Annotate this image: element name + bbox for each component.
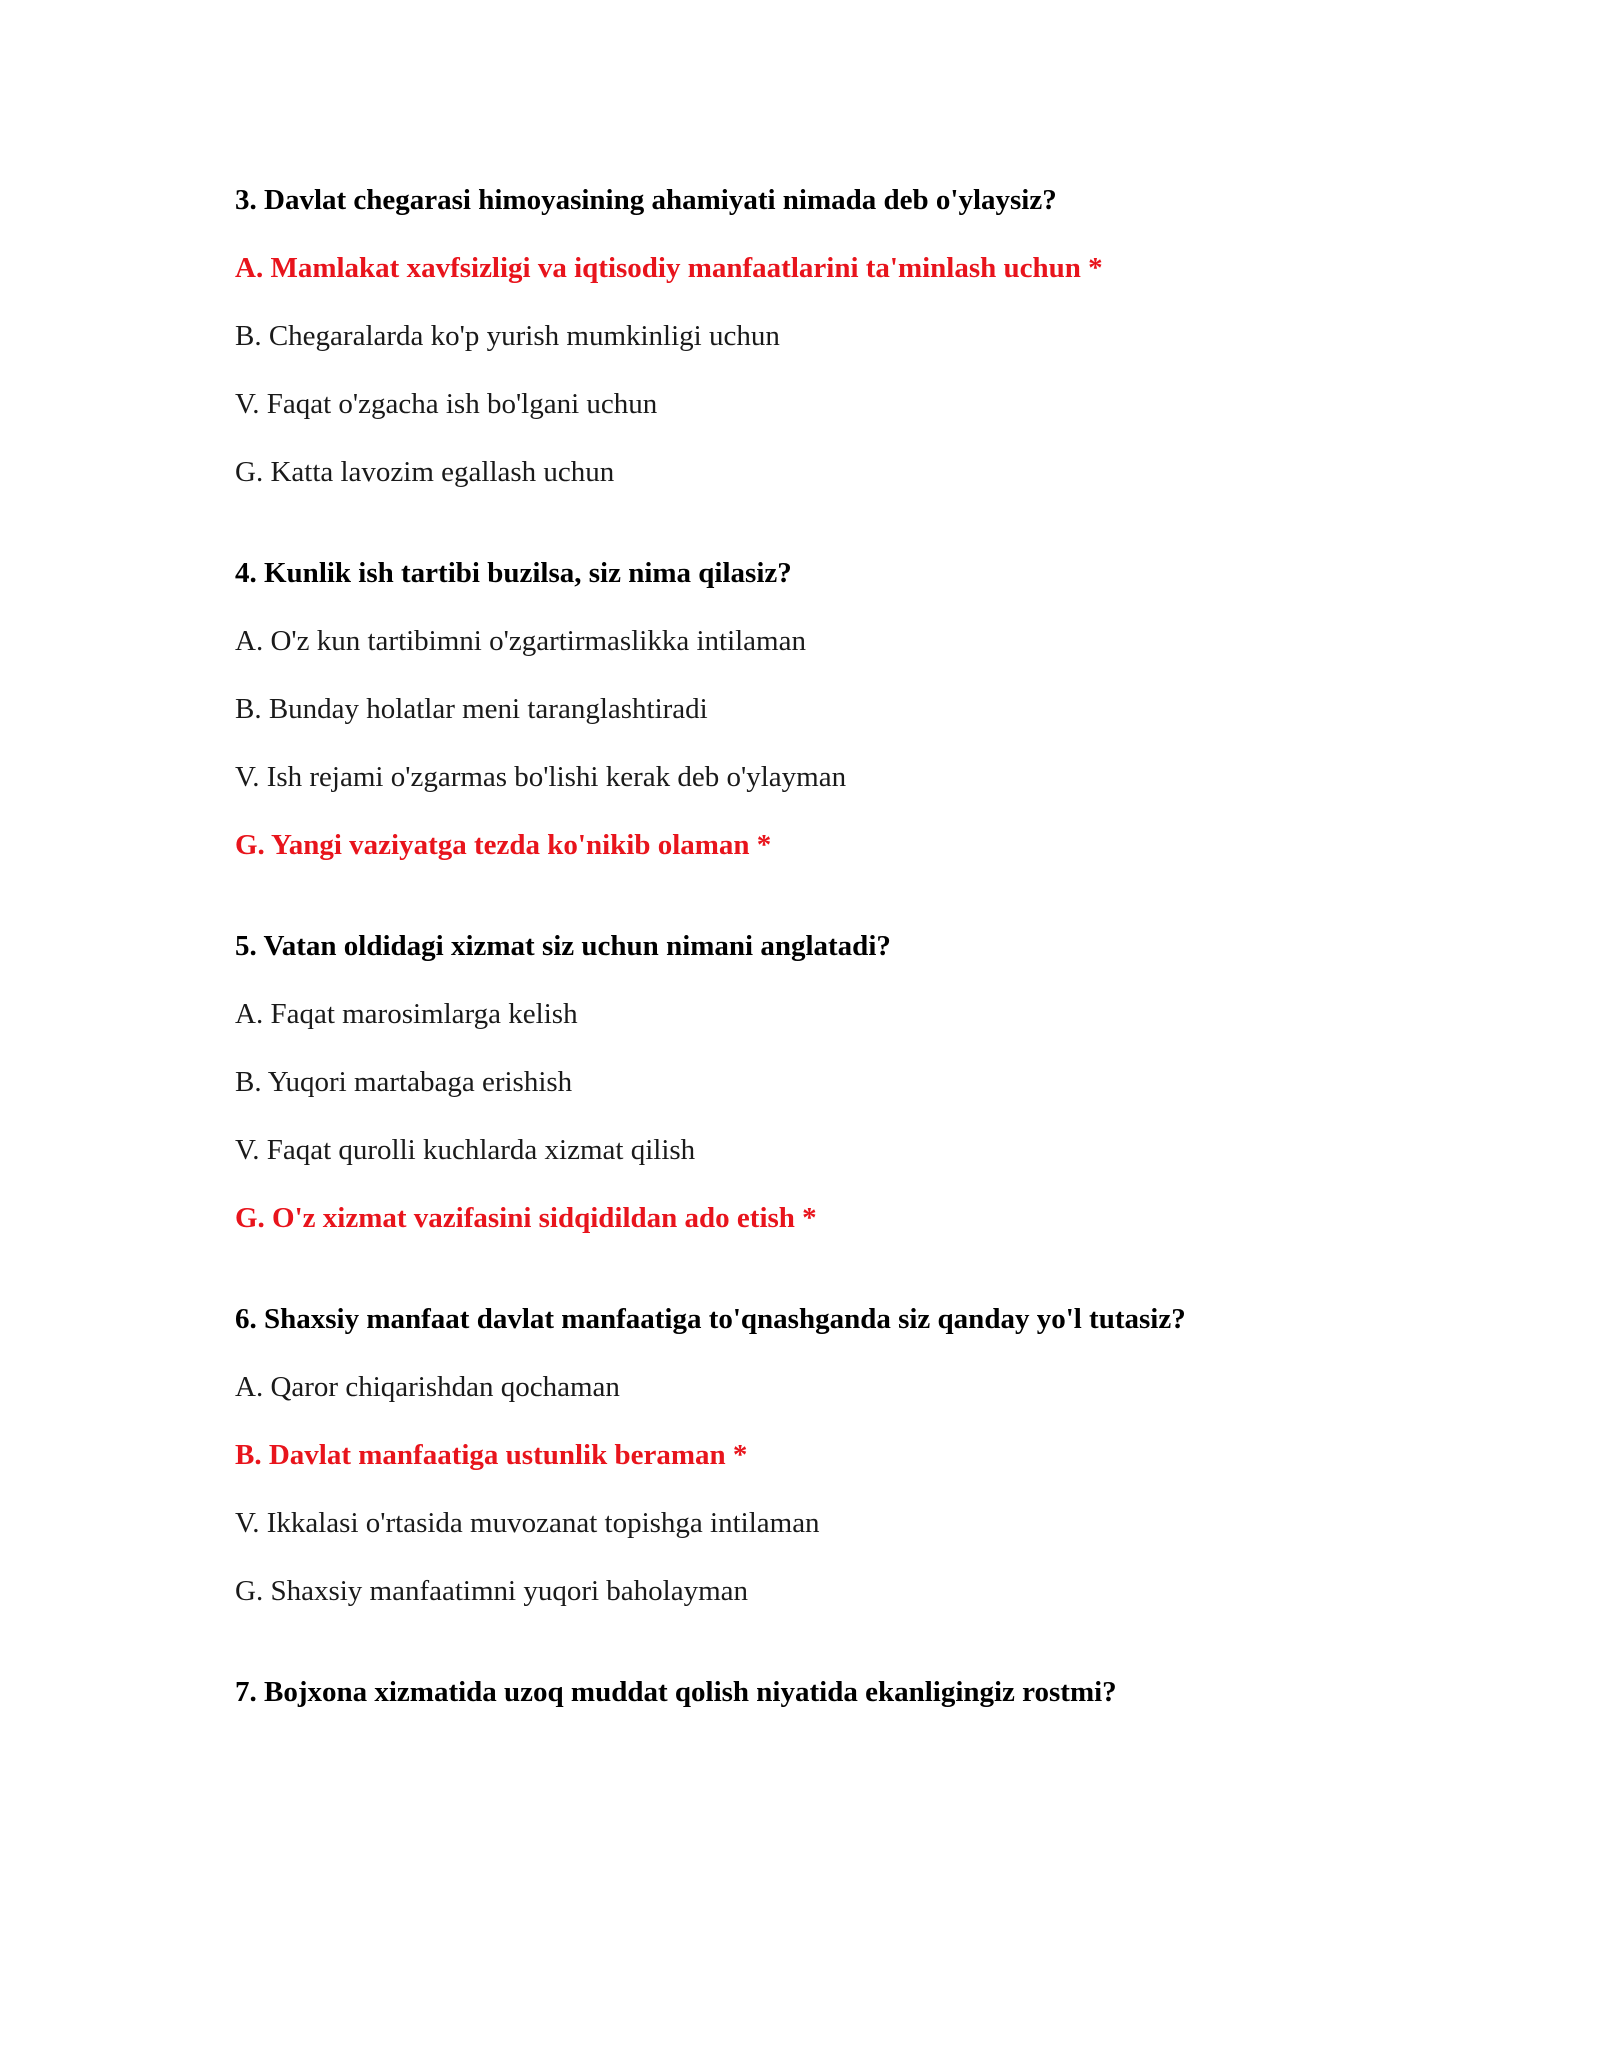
- option-b: B. Yuqori martabaga erishish: [235, 1066, 573, 1098]
- option-b: B. Chegaralarda ko'p yurish mumkinligi uchun: [235, 320, 780, 352]
- question-block-6: [235, 1302, 1535, 1608]
- question-text: 7. Bojxona xizmatida uzoq muddat qolish niyatida ekanligingiz rostmi?: [235, 1676, 1117, 1708]
- option-b: B. Bunday holatlar meni taranglashtiradi: [235, 693, 708, 725]
- test-page: [235, 183, 1535, 1743]
- option-v: V. Faqat qurolli kuchlarda xizmat qilish: [235, 1134, 696, 1166]
- question-block-5: [235, 929, 1535, 1235]
- option-a: A. Qaror chiqarishdan qochaman: [235, 1371, 620, 1403]
- option-g: G. Katta lavozim egallash uchun: [235, 456, 615, 488]
- question-text: 6. Shaxsiy manfaat davlat manfaatiga to'qnashganda siz qanday yo'l tutasiz?: [235, 1303, 1186, 1335]
- option-g: G. Shaxsiy manfaatimni yuqori baholayman: [235, 1575, 749, 1607]
- option-a: A. Mamlakat xavfsizligi va iqtisodiy manfaatlarini ta'minlash uchun *: [235, 252, 1103, 284]
- option-a: A. O'z kun tartibimni o'zgartirmaslikka intilaman: [235, 625, 806, 657]
- question-text: 4. Kunlik ish tartibi buzilsa, siz nima qilasiz?: [235, 557, 792, 589]
- question-text: 3. Davlat chegarasi himoyasining ahamiyati nimada deb o'ylaysiz?: [235, 184, 1057, 216]
- option-v: V. Faqat o'zgacha ish bo'lgani uchun: [235, 388, 658, 420]
- question-block-3: [235, 183, 1535, 489]
- question-block-4: [235, 556, 1535, 862]
- option-v: V. Ikkalasi o'rtasida muvozanat topishga intilaman: [235, 1507, 820, 1539]
- question-block-7: [235, 1675, 1535, 1709]
- option-a: A. Faqat marosimlarga kelish: [235, 998, 578, 1030]
- question-text: 5. Vatan oldidagi xizmat siz uchun nimani anglatadi?: [235, 930, 891, 962]
- option-v: V. Ish rejami o'zgarmas bo'lishi kerak deb o'ylayman: [235, 761, 847, 793]
- option-b: B. Davlat manfaatiga ustunlik beraman *: [235, 1439, 748, 1471]
- option-g: G. Yangi vaziyatga tezda ko'nikib olaman *: [235, 829, 772, 861]
- option-g: G. O'z xizmat vazifasini sidqidildan ado etish *: [235, 1202, 817, 1234]
